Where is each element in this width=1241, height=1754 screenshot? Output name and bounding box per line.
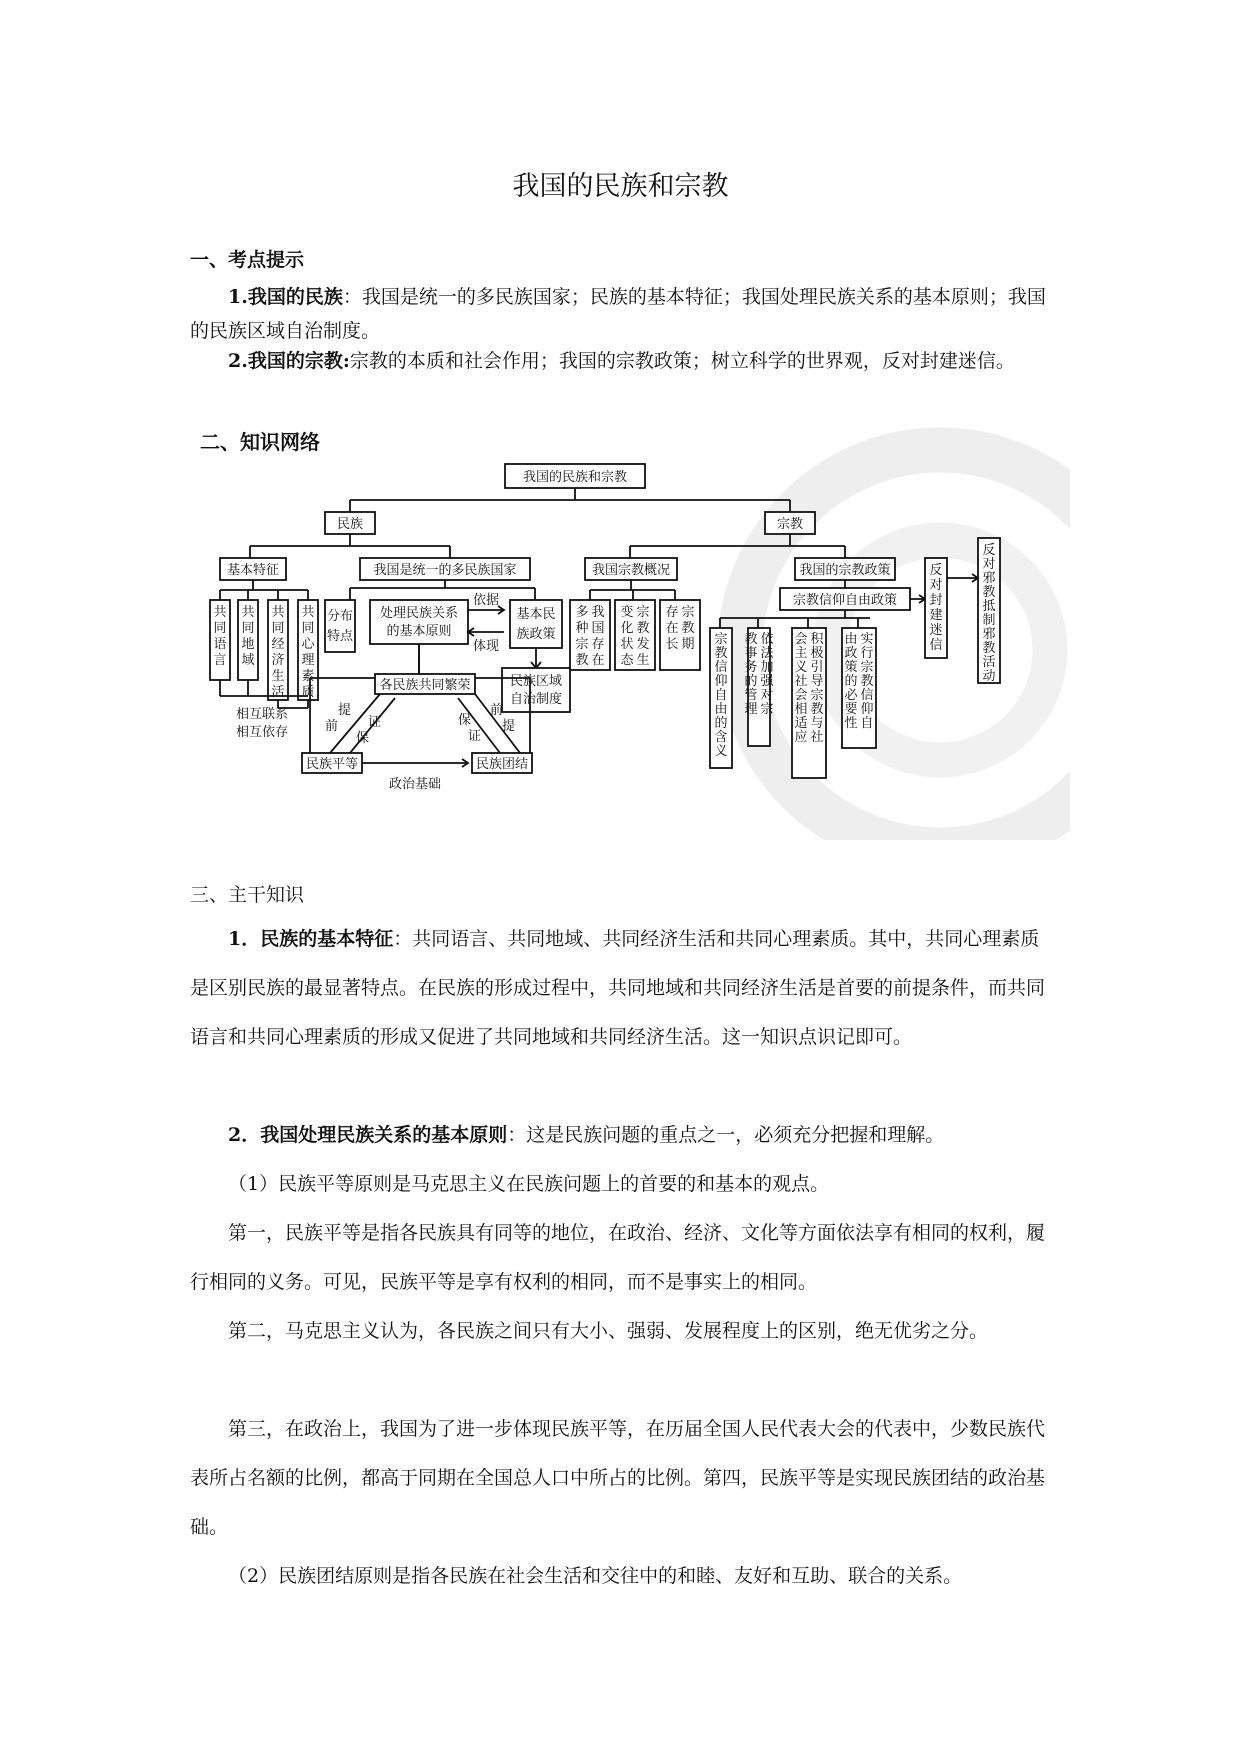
gk-0-char-3: 在: [591, 653, 605, 668]
xy-3-char-10: 的: [844, 674, 858, 689]
label-baozheng-left: 证: [368, 715, 382, 730]
para-2: [190, 1111, 1050, 1160]
point-1: [190, 280, 1050, 348]
xy-0-char-8: 义: [714, 744, 728, 759]
xjhd-char-0: 反: [982, 543, 996, 558]
label-qianti-right: 前: [490, 703, 504, 718]
xy-2-char-11: 社: [794, 674, 808, 689]
xy-2-char-1: 极: [810, 646, 824, 661]
feature-3-char-0: 共: [271, 605, 285, 620]
feature-1-char-0: 共: [213, 605, 227, 620]
xjhd-char-3: 教: [982, 585, 996, 600]
xy-1-char-9: 的: [744, 674, 758, 689]
xy-3-char-7: 由: [844, 632, 858, 647]
xy-0-char-5: 由: [714, 702, 728, 717]
xy-1-char-3: 强: [760, 674, 774, 689]
node-zjgk: 我国宗教概况: [591, 563, 671, 578]
section-heading-3: 三、主干知识: [190, 884, 305, 906]
gk-2-char-5: 长: [665, 637, 679, 652]
xy-1-char-7: 事: [744, 646, 758, 661]
xjhd-char-6: 邪: [982, 627, 996, 642]
node-fenbu-a: 分布: [326, 609, 354, 624]
label-yiju: 依据: [472, 593, 500, 608]
label-qianti-left-2: 前: [325, 719, 339, 734]
label-baozheng-left-2: 保: [356, 731, 370, 746]
xjhd-char-1: 对: [982, 557, 996, 572]
xy-0-char-2: 信: [714, 660, 728, 675]
xjhd-char-8: 活: [982, 655, 996, 670]
section-heading-2: 二、知识网络: [200, 430, 320, 454]
feature-4-char-5: 质: [301, 685, 315, 700]
para-7: （2）民族团结原则是指各民族在社会生活和交往中的和睦、友好和互助、联合的关系。: [228, 1565, 963, 1587]
xy-2-char-8: 会: [794, 632, 808, 647]
xy-2-char-3: 导: [810, 674, 824, 689]
xy-1-char-4: 对: [760, 688, 774, 703]
fjmx-char-5: 信: [929, 638, 943, 653]
para-1-text: ：共同语言、共同地域、共同经济生活和共同心理素质。其中，共同心理素质是区别民族的最显著特点。在民族的形成过程中，共同地域和共同经济生活是首要的前提条件，而共同语言和共同心理素质的形成又促进了共同地域和共同经济生活。这一知识点识记即可。: [190, 928, 1046, 1048]
xy-0-char-4: 自: [714, 688, 728, 703]
xy-2-char-9: 主: [794, 646, 808, 661]
para-2-lead: 2．我国处理民族关系的基本原则: [228, 1124, 508, 1146]
gk-0-char-7: 教: [575, 653, 589, 668]
label-qianti-right-2: 提: [502, 719, 516, 734]
xy-1-char-5: 宗: [760, 702, 774, 717]
node-root: 我国的民族和宗教: [522, 470, 628, 485]
xy-3-char-3: 教: [860, 674, 874, 689]
para-3: （1）民族平等原则是马克思主义在民族问题上的首要的和基本的观点。: [228, 1173, 830, 1195]
gk-0-char-5: 种: [575, 621, 589, 636]
node-jbtz: 基本特征: [226, 563, 280, 578]
feature-2-char-2: 地: [241, 637, 255, 652]
xy-2-char-4: 宗: [810, 688, 824, 703]
gk-2-char-3: 存: [665, 605, 679, 620]
xy-3-char-4: 信: [860, 688, 874, 703]
xy-1-char-0: 依: [760, 632, 774, 647]
para-5: 第二，马克思主义认为，各民族之间只有大小、强弱、发展程度上的区别，绝无优劣之分。: [228, 1320, 989, 1342]
gk-1-char-1: 教: [636, 621, 650, 636]
node-qyzz-2: 自治制度: [509, 692, 563, 707]
node-tuanjie: 民族团结: [475, 757, 529, 772]
knowledge-diagram: [190, 418, 1060, 843]
xy-1-char-8: 务: [744, 660, 758, 675]
xy-3-char-11: 必: [844, 688, 858, 703]
xy-2-char-7: 社: [810, 730, 824, 745]
xy-2-char-5: 教: [810, 702, 824, 717]
label-tixian: 体现: [472, 639, 500, 654]
para-4: 第一，民族平等是指各民族具有同等的地位，在政治、经济、文化等方面依法享有相同的权利，履行相同的义务。可见，民族平等是享有权利的相同，而不是事实上的相同。: [190, 1222, 1046, 1293]
xy-2-char-14: 适: [794, 716, 808, 731]
gk-1-char-6: 状: [620, 637, 634, 652]
xy-3-char-13: 性: [844, 716, 858, 731]
xy-3-char-2: 宗: [860, 660, 874, 675]
xy-0-char-7: 含: [714, 730, 728, 745]
xy-2-char-6: 与: [810, 716, 824, 731]
node-fenbu-b: 特点: [326, 629, 354, 644]
point-1-lead: 1.我国的民族: [228, 286, 343, 308]
feature-4-char-3: 理: [301, 653, 315, 668]
xjhd-char-7: 教: [982, 641, 996, 656]
xy-1-char-6: 教: [744, 632, 758, 647]
xy-0-char-0: 宗: [714, 632, 728, 647]
gk-1-char-3: 生: [636, 653, 650, 668]
page-title: 我国的民族和宗教: [512, 171, 729, 202]
feature-3-char-3: 济: [271, 653, 285, 668]
gk-1-char-2: 发: [636, 637, 650, 652]
xy-3-char-1: 行: [860, 646, 874, 661]
point-2-lead: 2.我国的宗教:: [228, 350, 350, 372]
feature-4-char-0: 共: [301, 605, 315, 620]
fjmx-char-2: 封: [929, 593, 943, 608]
xy-2-char-10: 义: [794, 660, 808, 675]
feature-3-char-2: 经: [271, 637, 285, 652]
xy-2-char-12: 会: [794, 688, 808, 703]
label-baozheng-right: 保: [458, 713, 472, 728]
xy-3-char-5: 仰: [860, 702, 874, 717]
node-yuanze-2: 的基本原则: [386, 624, 452, 639]
section-heading-1: 一、考点提示: [190, 249, 305, 271]
feature-4-char-4: 素: [301, 669, 315, 684]
gk-2-char-0: 宗: [681, 605, 695, 620]
gk-1-char-4: 变: [620, 605, 634, 620]
xy-3-char-9: 策: [844, 660, 858, 675]
feature-1-char-3: 言: [213, 653, 227, 668]
xy-0-char-6: 的: [714, 716, 728, 731]
feature-2-char-1: 同: [241, 621, 255, 636]
gk-1-char-5: 化: [620, 621, 634, 636]
point-2: [190, 344, 1050, 378]
point-1-text: ：我国是统一的多民族国家；民族的基本特征；我国处理民族关系的基本原则；我国的民族区域自治制度。: [190, 286, 1046, 342]
link-1: 相互联系: [235, 707, 289, 722]
xy-0-char-3: 仰: [714, 674, 728, 689]
node-pingdeng: 民族平等: [305, 757, 359, 772]
xy-2-char-2: 引: [810, 660, 824, 675]
xy-1-char-11: 理: [744, 702, 758, 717]
xy-1-char-2: 加: [760, 660, 774, 675]
node-jbzc-1: 基本民: [516, 607, 556, 622]
gk-0-char-2: 存: [591, 637, 605, 652]
node-jbzc-2: 族政策: [516, 627, 556, 642]
point-2-text: 宗教的本质和社会作用；我国的宗教政策；树立科学的世界观，反对封建迷信。: [349, 350, 1015, 372]
feature-4-char-2: 心: [301, 637, 315, 652]
label-baozheng-right-2: 证: [468, 729, 482, 744]
gk-0-char-4: 多: [575, 605, 589, 620]
node-zjzc: 我国的宗教政策: [799, 563, 891, 578]
fjmx-char-4: 迷: [929, 623, 943, 638]
xy-3-char-6: 自: [860, 716, 874, 731]
label-zhengzhi: 政治基础: [388, 777, 442, 792]
para-1-lead: 1．民族的基本特征: [228, 928, 394, 950]
gk-2-char-4: 在: [665, 621, 679, 636]
link-2: 相互依存: [235, 725, 289, 740]
node-minzu: 民族: [336, 517, 364, 532]
fjmx-char-3: 建: [929, 608, 943, 623]
xjhd-char-9: 动: [982, 669, 996, 684]
xy-3-char-0: 实: [860, 632, 874, 647]
para-6: 第三，在政治上，我国为了进一步体现民族平等，在历届全国人民代表大会的代表中，少数民族代表所占名额的比例，都高于同期在全国总人口中所占的比例。第四，民族平等是实现民族团结的政治基础。: [190, 1418, 1046, 1538]
xjhd-char-2: 邪: [982, 571, 996, 586]
xy-3-char-12: 要: [844, 702, 858, 717]
xy-2-char-0: 积: [810, 632, 824, 647]
feature-2-char-3: 域: [241, 653, 255, 668]
xy-1-char-1: 法: [760, 646, 774, 661]
feature-1-char-2: 语: [213, 637, 227, 652]
feature-1-char-1: 同: [213, 621, 227, 636]
node-zongjiao: 宗教: [776, 517, 804, 532]
feature-2-char-0: 共: [241, 605, 255, 620]
feature-3-char-4: 生: [271, 669, 285, 684]
node-xyzy: 宗教信仰自由政策: [792, 593, 898, 608]
gk-2-char-1: 教: [681, 621, 695, 636]
gk-2-char-2: 期: [681, 637, 695, 652]
gk-1-char-0: 宗: [636, 605, 650, 620]
fjmx-char-1: 对: [929, 578, 943, 593]
xy-3-char-8: 政: [844, 646, 858, 661]
label-qianti-left: 提: [338, 703, 352, 718]
feature-3-char-1: 同: [271, 621, 285, 636]
xjhd-char-5: 制: [982, 613, 996, 628]
para-2-text: ：这是民族问题的重点之一，必须充分把握和理解。: [507, 1124, 945, 1146]
feature-3-char-5: 活: [271, 685, 285, 700]
gk-0-char-1: 国: [591, 621, 605, 636]
feature-4-char-1: 同: [301, 621, 315, 636]
xy-0-char-1: 教: [714, 646, 728, 661]
node-tyyi: 我国是统一的多民族国家: [373, 563, 517, 578]
xy-2-char-13: 相: [794, 702, 808, 717]
gk-0-char-0: 我: [591, 605, 605, 620]
xjhd-char-4: 抵: [982, 599, 996, 614]
gk-1-char-7: 态: [620, 653, 634, 668]
node-yuanze-1: 处理民族关系: [379, 606, 459, 621]
fjmx-char-0: 反: [929, 563, 943, 578]
node-qyzz-1: 民族区域: [509, 674, 563, 689]
gk-0-char-6: 宗: [575, 637, 589, 652]
node-fanrong: 各民族共同繁荣: [379, 678, 471, 693]
xy-1-char-10: 管: [744, 688, 758, 703]
para-1: [190, 915, 1050, 1062]
xy-2-char-15: 应: [794, 730, 808, 745]
